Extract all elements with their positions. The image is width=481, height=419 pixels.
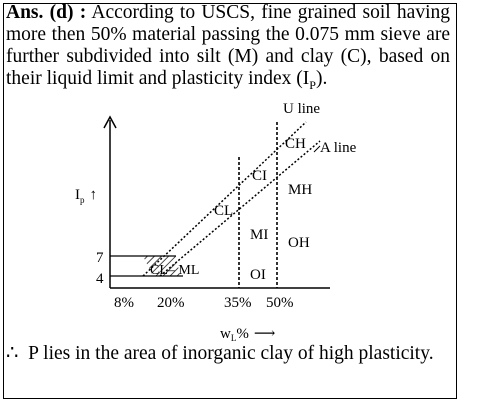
u-line (143, 122, 306, 276)
a-line-label: A line (320, 140, 357, 156)
u-line-label: U line (283, 101, 321, 117)
y-axis-label: $I_p$ ↑ (75, 187, 97, 205)
answer-subscript: P (309, 77, 316, 92)
zone-oh: OH (288, 235, 310, 251)
x-tick-20: 20% (157, 295, 185, 311)
conclusion-text: P lies in the area of inorganic clay of high plasticity. (28, 343, 434, 364)
answer-text: According to USCS, fine grained soil having more then 50% material passing the 0.075 mm sieve are further subdivided into silt (M) and clay (C), based on their liquid limit and plasticity index (I (6, 2, 450, 89)
answer-suffix: ). (315, 68, 328, 89)
y-tick-4: 4 (96, 271, 104, 287)
x-tick-50: 50% (266, 295, 294, 311)
zone-cl-ml: CL– ML (150, 263, 200, 278)
conclusion-paragraph (6, 343, 450, 365)
x-tick-8: 8% (114, 295, 134, 311)
zone-ci: CI (252, 168, 267, 184)
x-tick-35: 35% (224, 295, 252, 311)
x-axis-label: $w_L\%$ ⟶ (220, 326, 276, 343)
y-tick-7: 7 (96, 250, 104, 266)
zone-mh: MH (288, 182, 313, 198)
therefore-symbol: ∴ (6, 343, 19, 364)
a-line (160, 141, 320, 276)
zone-ch: CH (285, 136, 306, 152)
answer-separator: : (79, 2, 87, 23)
zone-cl: CL (214, 203, 234, 219)
zone-oi: OI (250, 267, 266, 283)
answer-label: Ans. (d) (6, 2, 74, 23)
zone-mi: MI (250, 227, 269, 243)
